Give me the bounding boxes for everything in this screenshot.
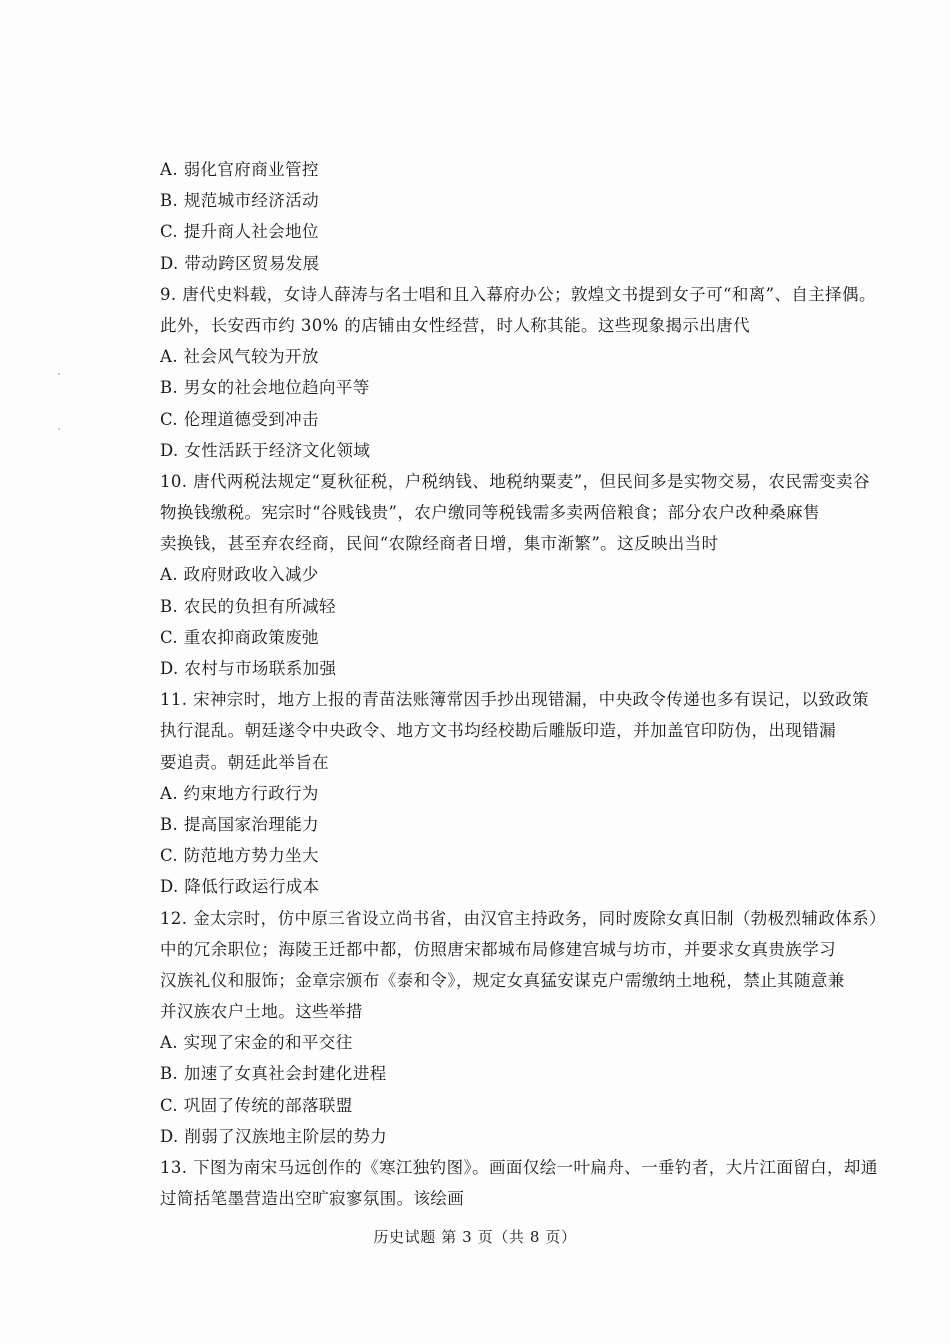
question-stem: 卖换钱，甚至弃农经商，民间“农隙经商者日增，集市渐繁”。这反映出当时: [160, 534, 719, 554]
question-13: [160, 1152, 878, 1214]
option-a: A. 弱化官府商业管控: [160, 160, 319, 179]
question-stem: 此外，长安西市约 30% 的店铺由女性经营，时人称其能。这些现象揭示出唐代: [160, 315, 750, 335]
option-d: D. 降低行政运行成本: [160, 877, 320, 897]
question-stem: 汉族礼仪和服饰；金章宗颁布《泰和令》，规定女真猛安谋克户需缴纳土地税，禁止其随意兼: [160, 970, 845, 990]
option-b: B. 加速了女真社会封建化进程: [160, 1064, 387, 1084]
question-stem: 过简括笔墨营造出空旷寂寥氛围。该绘画: [160, 1189, 465, 1209]
option-d: D. 农村与市场联系加强: [160, 659, 337, 678]
option-a: A. 约束地方行政行为: [160, 783, 319, 803]
question-stem: 并汉族农户土地。这些举措: [160, 1002, 363, 1022]
question-content: [160, 154, 886, 1214]
option-d: D. 削弱了汉族地主阶层的势力: [160, 1126, 388, 1146]
page-footer: 历史试题 第 3 页（共 8 页）: [373, 1228, 577, 1246]
question-stem: 中的冗余职位；海陵王迁都中都，仿照唐宋都城布局修建宫城与坊市，并要求女真贵族学习: [160, 939, 836, 959]
option-c: C. 防范地方势力坐大: [160, 846, 319, 866]
question-stem: 要追责。朝廷此举旨在: [160, 752, 329, 772]
question-stem: 物换钱缴税。宪宗时“谷贱钱贵”，农户缴同等税钱需多卖两倍粮食；部分农户改种桑麻售: [160, 503, 820, 523]
option-b: B. 男女的社会地位趋向平等: [160, 378, 370, 398]
option-c: C. 伦理道德受到冲击: [160, 409, 319, 429]
option-b: B. 规范城市经济活动: [160, 191, 320, 211]
option-d: D. 女性活跃于经济文化领域: [160, 440, 371, 460]
question-stem: 执行混乱。朝廷遂令中央政令、地方文书均经校勘后雕版印造，并加盖官印防伪，出现错漏: [160, 721, 836, 741]
scan-speck: [58, 373, 60, 375]
question-12: [160, 903, 886, 1153]
question-stem: 13. 下图为南宋马远创作的《寒江独钓图》。画面仅绘一叶扁舟、一垂钓者，大片江面留白，却通: [160, 1158, 878, 1177]
option-b: B. 农民的负担有所减轻: [160, 596, 336, 616]
question-stem: 11. 宋神宗时，地方上报的青苗法账簿常因手抄出现错漏，中央政令传递也多有误记，以致政策: [160, 690, 870, 710]
option-a: A. 社会风气较为开放: [160, 347, 319, 367]
option-a: A. 政府财政收入减少: [160, 565, 319, 585]
option-a: A. 实现了宋金的和平交往: [160, 1033, 353, 1053]
question-stem: 12. 金太宗时，仿中原三省设立尚书省，由汉官主持政务，同时废除女真旧制（勃极烈辅政体系）: [160, 908, 886, 928]
question-8-options: [160, 154, 832, 279]
option-c: C. 重农抑商政策废弛: [160, 627, 319, 647]
option-d: D. 带动跨区贸易发展: [160, 253, 320, 273]
option-c: C. 巩固了传统的部落联盟: [160, 1095, 353, 1115]
question-11: [160, 684, 870, 902]
question-10: [160, 466, 870, 684]
question-9: [160, 279, 876, 466]
option-b: B. 提高国家治理能力: [160, 814, 320, 834]
question-stem: 10. 唐代两税法规定“夏秋征税，户税纳钱、地税纳粟麦”，但民间多是实物交易，农民需变卖谷: [160, 471, 870, 491]
question-stem: 9. 唐代史料载，女诗人薛涛与名士唱和且入幕府办公；敦煌文书提到女子可“和离”、自主择偶。: [160, 284, 876, 304]
scan-speck: [58, 428, 60, 430]
option-c: C. 提升商人社会地位: [160, 222, 319, 242]
